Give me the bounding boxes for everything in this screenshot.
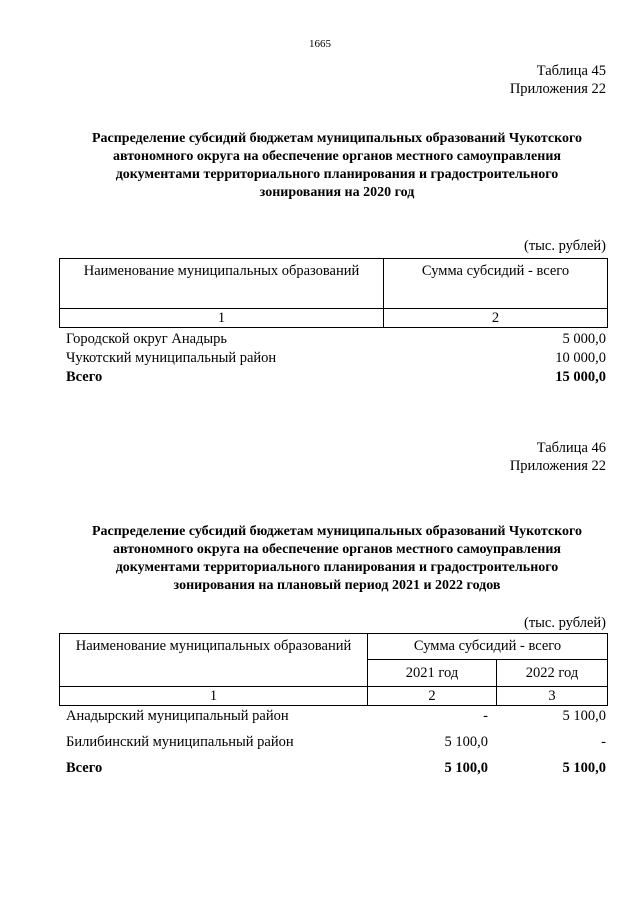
title-line: зонирования на 2020 год bbox=[259, 185, 415, 200]
col-number: 3 bbox=[497, 687, 608, 706]
page-number: 1665 bbox=[309, 38, 331, 50]
total-row bbox=[66, 759, 606, 777]
total-value-2021: 5 100,0 bbox=[444, 760, 488, 776]
total-name: Всего bbox=[66, 760, 103, 776]
table-row bbox=[66, 330, 606, 348]
row-name: Чукотский муниципальный район bbox=[66, 350, 277, 366]
table45-title bbox=[56, 130, 618, 202]
row-name: Городской округ Анадырь bbox=[66, 331, 228, 347]
title-line: документами территориального планирования и градостроительного bbox=[115, 167, 559, 182]
total-value-2022: 5 100,0 bbox=[562, 760, 606, 776]
row-value-2022: - bbox=[601, 734, 606, 750]
title-line: автономного округа на обеспечение органов местного самоуправления bbox=[113, 542, 561, 557]
header-year-2022: 2022 год bbox=[497, 660, 608, 687]
header-name: Наименование муниципальных образований bbox=[60, 259, 384, 309]
table-row bbox=[66, 733, 606, 751]
table45-header bbox=[59, 258, 608, 328]
row-name: Анадырский муниципальный район bbox=[66, 708, 289, 724]
title-line: документами территориального планирования и градостроительного bbox=[115, 560, 559, 575]
table45-label: Таблица 45 bbox=[536, 63, 606, 79]
header-name: Наименование муниципальных образований bbox=[60, 634, 368, 687]
header-sum: Сумма субсидий - всего bbox=[384, 259, 608, 309]
table46-appendix: Приложения 22 bbox=[509, 458, 606, 474]
total-row bbox=[66, 368, 606, 386]
col-number: 2 bbox=[368, 687, 497, 706]
title-line: Распределение субсидий бюджетам муниципальных образований Чукотского bbox=[91, 524, 583, 539]
table-row bbox=[66, 349, 606, 367]
col-number: 1 bbox=[60, 309, 384, 328]
col-number: 1 bbox=[60, 687, 368, 706]
table46-header bbox=[59, 633, 608, 706]
table45-appendix: Приложения 22 bbox=[509, 81, 606, 97]
table46-title bbox=[56, 523, 618, 595]
header-year-2021: 2021 год bbox=[368, 660, 497, 687]
row-value: 5 000,0 bbox=[562, 331, 606, 347]
header-sum: Сумма субсидий - всего bbox=[368, 634, 608, 660]
row-value-2022: 5 100,0 bbox=[562, 708, 606, 724]
row-name: Билибинский муниципальный район bbox=[66, 734, 294, 750]
table46-label: Таблица 46 bbox=[536, 440, 606, 456]
table46-units: (тыс. рублей) bbox=[524, 615, 606, 631]
title-line: автономного округа на обеспечение органов местного самоуправления bbox=[113, 149, 561, 164]
row-value: 10 000,0 bbox=[555, 350, 606, 366]
row-value-2021: - bbox=[483, 708, 488, 724]
total-name: Всего bbox=[66, 369, 103, 385]
table45-units: (тыс. рублей) bbox=[524, 238, 606, 254]
title-line: зонирования на плановый период 2021 и 2022 годов bbox=[173, 578, 501, 593]
total-value: 15 000,0 bbox=[555, 369, 606, 385]
table-row bbox=[66, 707, 606, 725]
row-value-2021: 5 100,0 bbox=[444, 734, 488, 750]
title-line: Распределение субсидий бюджетам муниципальных образований Чукотского bbox=[91, 131, 583, 146]
col-number: 2 bbox=[384, 309, 608, 328]
